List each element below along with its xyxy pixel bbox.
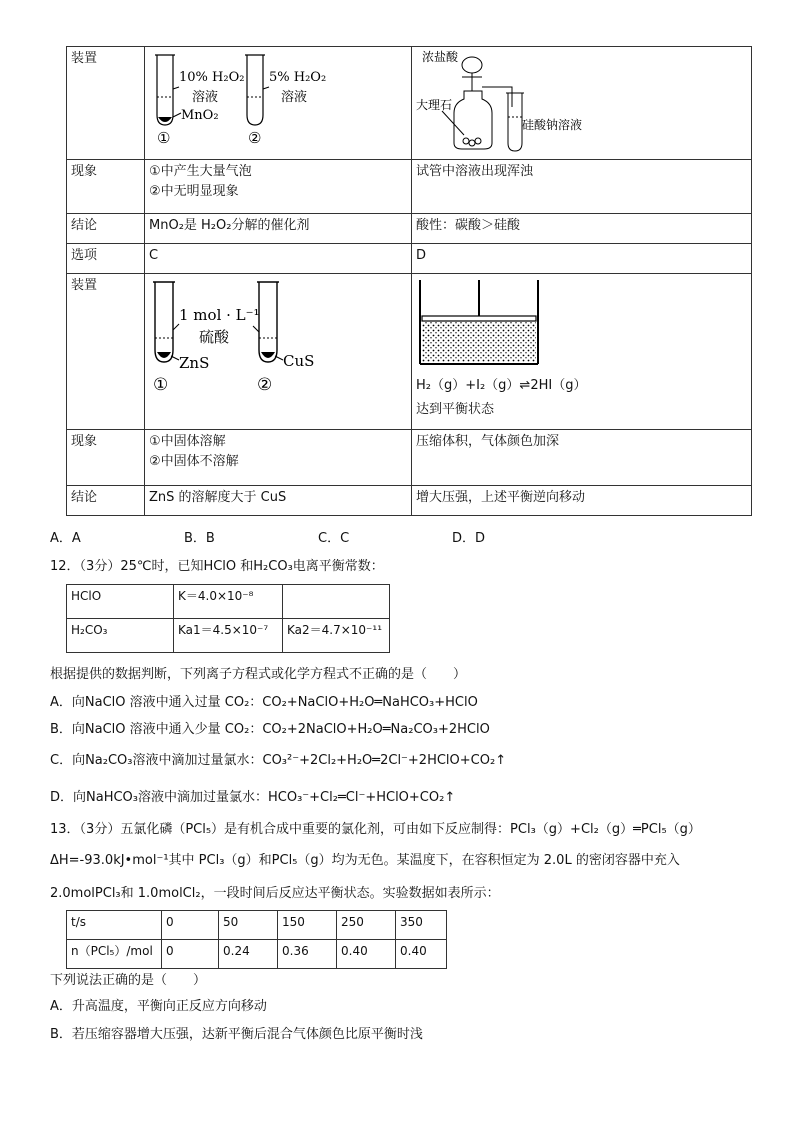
q13-table [66,910,447,969]
row-label: 结论 [67,486,145,516]
cell: 150 [278,911,337,940]
conclusion-cell [145,214,412,244]
q12-stem: 12．（3分）25℃时，已知HClO 和H₂CO₃电离平衡常数： [50,559,384,574]
cell: 0.40 [337,940,396,969]
q13-stem-3: 2.0molPCl₃和 1.0molCl₂，一段时间后反应达平衡状态。实验数据如表所示： [50,886,500,901]
fig-c-num-1: ① [153,375,169,395]
text-line: 增大压强，上述平衡逆向移动 [416,490,586,505]
fig-a-label-1: 10% H₂O₂ [179,70,245,85]
row-label: 现象 [67,430,145,486]
q12-table [66,584,390,653]
text-line: ①中固体溶解 [149,434,226,449]
piston-container-figure-d [412,274,742,374]
cell: HClO [67,585,174,619]
fig-c-acid: 硫酸 [199,328,230,346]
q11-options [50,530,485,548]
row-label: 装置 [67,47,145,160]
option-a[interactable]: A．A [50,531,81,546]
cell: Ka2＝4.7×10⁻¹¹ [283,619,390,653]
mno2-solid [158,117,172,122]
separatory-funnel [462,57,482,73]
text-line: D [416,248,427,263]
cell: 0.36 [278,940,337,969]
test-tube-cus [259,282,277,362]
equilibrium-state: 达到平衡状态 [416,402,495,417]
row-label: 装置 [67,274,145,430]
piston [422,316,536,321]
fig-b-marble-label: 大理石 [416,98,453,112]
fig-a-num-1: ① [157,129,171,147]
cell: 0 [162,940,219,969]
cell: 250 [337,911,396,940]
text-line: ②中无明显现象 [149,184,239,200]
cell: 0.24 [219,940,278,969]
gas-apparatus-figure-b [412,47,742,159]
test-tubes-figure-c [145,274,411,429]
cell: Ka1＝4.5×10⁻⁷ [174,619,283,653]
fig-c-conc: 1 mol · L⁻¹ [179,306,260,324]
text-line: MnO₂是 H₂O₂分解的催化剂 [149,218,310,233]
figure-c-cell [145,274,412,430]
fig-b-solution-label: 硅酸钠溶液 [522,118,583,132]
option-c[interactable]: C．C [318,531,350,546]
cell: K＝4.0×10⁻⁸ [174,585,283,619]
phenomenon-cell [412,160,752,214]
figure-a-cell [145,47,412,160]
equilibrium-equation: H₂（g）+I₂（g）⇌2HI（g） [416,378,587,393]
figure-d-cell [412,274,752,430]
text-line: 压缩体积，气体颜色加深 [416,434,560,449]
fig-a-label-2: 溶液 [192,90,219,105]
option-cell [412,244,752,274]
q13-option-b[interactable]: B．若压缩容器增大压强，达新平衡后混合气体颜色比原平衡时浅 [50,1027,423,1042]
option-b[interactable]: B．B [184,531,215,546]
cell: n（PCl₅）/mol [67,940,162,969]
option-d[interactable]: D．D [452,531,486,546]
phenomenon-cell [145,430,412,486]
fig-c-cus: CuS [283,352,315,370]
cell: 50 [219,911,278,940]
conclusion-cell [145,486,412,516]
cell: H₂CO₃ [67,619,174,653]
row-label: 结论 [67,214,145,244]
row-label: 选项 [67,244,145,274]
experiment-table [66,46,752,516]
cell: 0 [162,911,219,940]
text-line: ZnS 的溶解度大于 CuS [149,490,287,505]
cell: t/s [67,911,162,940]
row-label: 现象 [67,160,145,214]
text-line: ②中固体不溶解 [149,454,239,470]
phenomenon-cell [145,160,412,214]
fig-a-label-4: 5% H₂O₂ [269,70,327,85]
q13-option-a[interactable]: A．升高温度，平衡向正反应方向移动 [50,999,267,1014]
fig-a-num-2: ② [248,129,262,147]
test-tubes-figure-a [145,47,411,159]
cell [283,585,390,619]
q13-stem-1: 13．（3分）五氯化磷（PCl₅）是有机合成中重要的氯化剂，可由如下反应制得：PCl₃（g）+Cl₂（g）═PCl₅（g） [50,822,701,837]
figure-b-cell [412,47,752,160]
fig-a-label-3: MnO₂ [181,108,219,123]
option-cell [145,244,412,274]
text-line: ①中产生大量气泡 [149,164,252,179]
test-tube-1 [157,55,173,125]
q12-question: 根据提供的数据判断，下列离子方程式或化学方程式不正确的是（ ） [50,667,467,682]
conclusion-cell [412,486,752,516]
q12-option-a[interactable]: A．向NaClO 溶液中通入过量 CO₂：CO₂+NaClO+H₂O═NaHCO₃+HClO [50,695,478,710]
fig-c-num-2: ② [257,375,273,395]
q13-question: 下列说法正确的是（ ） [50,973,207,988]
q12-option-c[interactable]: C．向Na₂CO₃溶液中滴加过量氯水：CO₃²⁻+2Cl₂+H₂O═2Cl⁻+2HClO+CO₂↑ [50,753,507,768]
fig-b-acid-label: 浓盐酸 [422,50,459,64]
cell: 350 [396,911,447,940]
test-tube-zns [155,282,173,362]
gas-mixture [422,322,536,362]
fig-a-label-5: 溶液 [281,90,308,105]
phenomenon-cell [412,430,752,486]
q12-option-d[interactable]: D．向NaHCO₃溶液中滴加过量氯水：HCO₃⁻+Cl₂═Cl⁻+HClO+CO₂↑ [50,790,456,805]
text-line: 试管中溶液出现浑浊 [416,164,534,179]
test-tube-2 [247,55,263,125]
fig-c-zns: ZnS [179,354,210,372]
conclusion-cell [412,214,752,244]
q12-option-b[interactable]: B．向NaClO 溶液中通入少量 CO₂：CO₂+2NaClO+H₂O═Na₂CO₃+2HClO [50,722,490,737]
cell: 0.40 [396,940,447,969]
text-line: 酸性：碳酸＞硅酸 [416,218,521,233]
text-line: C [149,248,159,263]
q13-stem-2: ΔH=-93.0kJ•mol⁻¹其中 PCl₃（g）和PCl₅（g）均为无色。某温度下，在容积恒定为 2.0L 的密闭容器中充入 [50,853,680,868]
